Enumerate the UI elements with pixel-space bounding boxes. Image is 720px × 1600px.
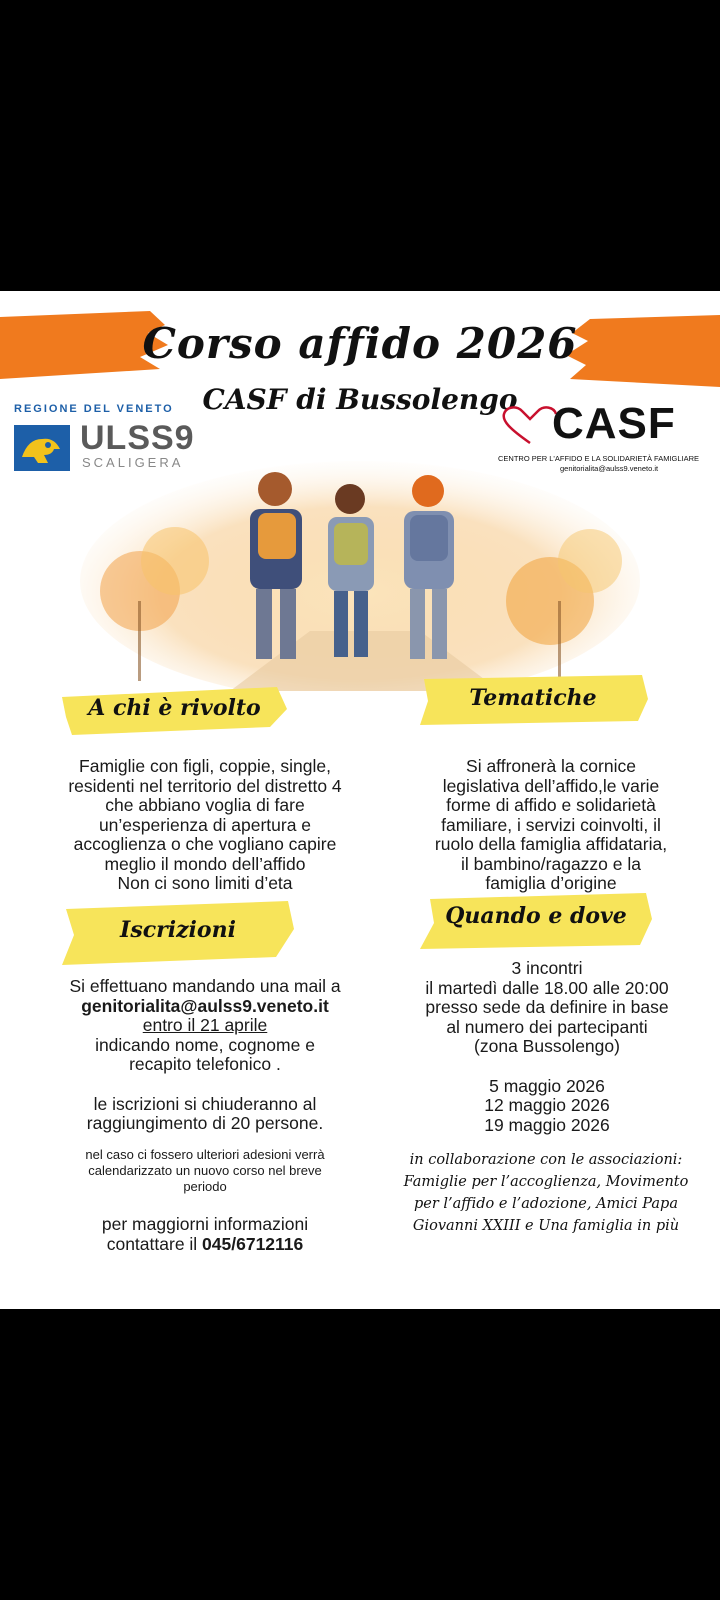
- ulss-logo-subtitle: SCALIGERA: [82, 455, 184, 470]
- note-line: calendarizzato un nuovo corso nel breve: [88, 1163, 322, 1178]
- iscrizioni-line: Si effettuano mandando una mail a: [69, 976, 341, 996]
- rivolto-text: [20, 757, 390, 894]
- tematiche-text: [392, 757, 710, 894]
- iscrizioni-deadline: entro il 21 aprile: [142, 1015, 268, 1035]
- info-prefix: contattare il: [106, 1233, 203, 1254]
- tematiche-line: ruolo della famiglia affidataria,: [434, 834, 668, 854]
- collab-line: in collaborazione con le associazioni:: [409, 1152, 683, 1168]
- info-line: per maggiorni informazioni: [101, 1214, 309, 1234]
- date-line: 19 maggio 2026: [484, 1114, 610, 1135]
- iscrizioni-close: le iscrizioni si chiuderanno al: [93, 1093, 317, 1114]
- date-line: 5 maggio 2026: [489, 1075, 605, 1096]
- tematiche-line: legislativa dell’affido,le varie: [442, 775, 660, 796]
- iscrizioni-line: recapito telefonico .: [129, 1054, 281, 1074]
- info-line: [20, 1235, 390, 1255]
- iscrizioni-heading: Iscrizioni: [120, 917, 236, 943]
- note-line: periodo: [183, 1179, 227, 1194]
- quando-line: presso sede da definire in base: [425, 997, 669, 1017]
- quando-line: al numero dei partecipanti: [446, 1016, 648, 1037]
- collab-line: Famiglie per l’accoglienza, Movimento: [403, 1174, 689, 1190]
- quando-text: [384, 959, 710, 1135]
- tematiche-line: Si affronerà la cornice: [466, 756, 636, 776]
- tematiche-line: forme di affido e solidarietà: [446, 795, 656, 815]
- page-subtitle: CASF di Bussolengo: [202, 383, 518, 416]
- page-title: Corso affido 2026: [142, 319, 578, 368]
- ulss-logo-text: ULSS9: [80, 419, 195, 457]
- rivolto-line: residenti nel territorio del distretto 4: [68, 775, 342, 796]
- iscrizioni-email: genitorialita@aulss9.veneto.it: [81, 995, 329, 1016]
- tematiche-line: familiare, i servizi coinvolti, il: [441, 814, 661, 835]
- tematiche-line: il bambino/ragazzo e la: [461, 853, 641, 874]
- quando-heading: Quando e dove: [445, 903, 627, 929]
- rivolto-line: che abbiano voglia di fare: [105, 795, 305, 815]
- casf-logo-email: genitorialita@aulss9.veneto.it: [560, 464, 659, 473]
- flyer: [0, 291, 720, 1309]
- info-text: [20, 1215, 390, 1254]
- quando-line: (zona Bussolengo): [474, 1036, 620, 1056]
- heart-icon: [500, 405, 560, 445]
- rivolto-line: accoglienza o che vogliano capire: [73, 834, 337, 854]
- region-label: REGIONE DEL VENETO: [14, 403, 174, 415]
- lion-emblem-icon: [14, 425, 70, 471]
- rivolto-line: meglio il mondo dell’affido: [104, 853, 306, 874]
- rivolto-line: Non ci sono limiti d’eta: [117, 873, 293, 893]
- phone-number: 045/6712116: [202, 1233, 304, 1254]
- children-illustration: [80, 451, 640, 691]
- iscrizioni-line: indicando nome, cognome e: [95, 1034, 315, 1055]
- casf-logo-text: CASF: [552, 399, 676, 448]
- rivolto-heading: A chi è rivolto: [88, 695, 261, 721]
- collab-line: per l’affido e l’adozione, Amici Papa: [414, 1196, 678, 1212]
- rivolto-line: Famiglie con figli, coppie, single,: [79, 756, 331, 776]
- casf-logo-subtitle: CENTRO PER L'AFFIDO E LA SOLIDARIETÀ FAMIGLIARE: [498, 454, 700, 463]
- tematiche-heading: Tematiche: [469, 685, 597, 711]
- date-line: 12 maggio 2026: [484, 1095, 610, 1115]
- collaboration-text: [376, 1149, 716, 1237]
- iscrizioni-close: raggiungimento di 20 persone.: [86, 1113, 324, 1133]
- orange-brush-right: [560, 315, 720, 387]
- quando-line: 3 incontri: [511, 958, 583, 978]
- tematiche-line: famiglia d’origine: [485, 873, 617, 893]
- note-line: nel caso ci fossero ulteriori adesioni verrà: [85, 1147, 325, 1162]
- quando-line: il martedì dalle 18.00 alle 20:00: [425, 977, 669, 998]
- rivolto-line: un’esperienza di apertura e: [98, 814, 312, 835]
- iscrizioni-text: [20, 977, 390, 1134]
- iscrizioni-note: [20, 1147, 390, 1195]
- collab-line: Giovanni XXIII e Una famiglia in più: [412, 1218, 680, 1234]
